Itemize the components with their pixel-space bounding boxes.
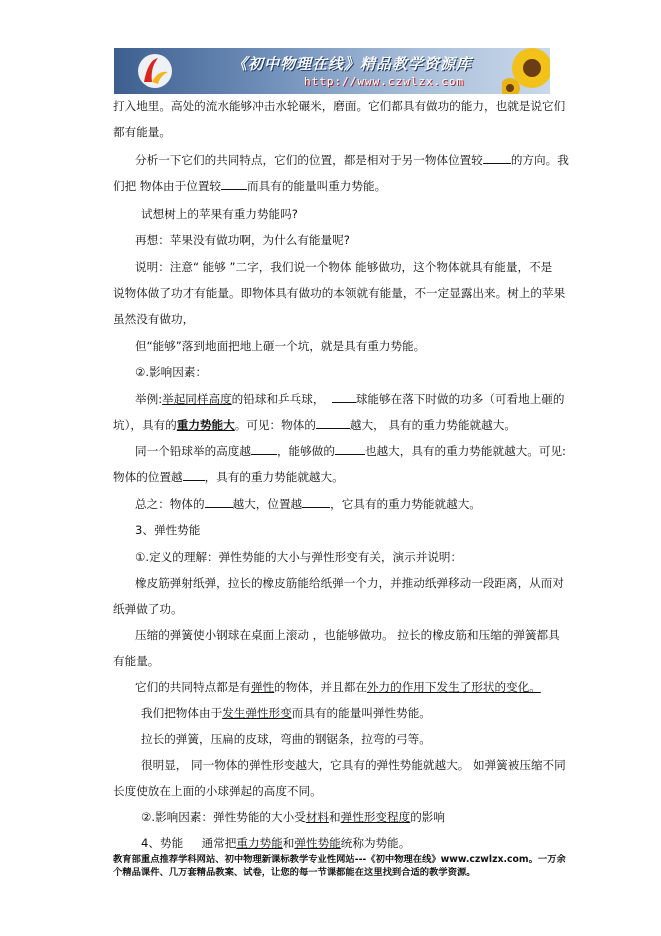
text-line: 长度使放在上面的小球弹起的高度不同。 (113, 784, 322, 798)
text-line: ②.影响因素： (135, 365, 208, 379)
text-line: 它们的共同特点都是有弹性的物体，并且都在外力的作用下发生了形状的变化。 (135, 680, 541, 694)
text-line: 分析一下它们的共同特点，它们的位置，都是相对于另一物体位置较 的方向。我 (135, 153, 569, 167)
text-line: 很明显， 同一物体的弹性形变越大，它具有的弹性势能就越大。 如弹簧被压缩不同 (141, 758, 566, 772)
text-line: 坑），具有的重力势能大。可见：物体的 越大， 具有的重力势能就越大。 (113, 418, 516, 432)
banner-url: http://www.czwlzx.com (304, 75, 465, 88)
text-line: 说物体做了功才有能量。即物体具有做功的本领就有能量，不一定显露出来。树上的苹果 (113, 286, 566, 300)
text-line: 都有能量。 (113, 125, 171, 139)
text-line: 虽然没有做功， (113, 312, 195, 326)
text-line: 打入地里。高处的流水能够冲击水轮碾米，磨面。它们都具有做功的能力，也就是说它们 (113, 99, 566, 113)
text-line: 拉长的弹簧，压扁的皮球，弯曲的钢锯条，拉弯的弓等。 (141, 732, 431, 746)
text-line: 再想：苹果没有做功啊，为什么有能量呢? (135, 233, 350, 247)
text-line: 物体的位置越 ，具有的重力势能就越大。 (113, 470, 344, 484)
text-line: 橡皮筋弹射纸弹，拉长的橡皮筋能给纸弹一个力，并推动纸弹移动一段距离，从而对 (135, 576, 564, 590)
text-line: 但“能够”落到地面把地上砸一个坑，就是具有重力势能。 (135, 339, 426, 353)
page-footer (113, 853, 573, 879)
footer-line: 个精品课件、几万套精品教案、试卷，让您的每一节课都能在这里找到合适的教学资源。 (113, 867, 476, 878)
sunflower-icon (502, 48, 550, 94)
text-line: ①.定义的理解：弹性势能的大小与弹性形变有关，演示并说明： (135, 550, 463, 564)
banner-title: 《初中物理在线》精品教学资源库 (232, 55, 473, 73)
text-line: 们把 物体由于位置较 而具有的能量叫重力势能。 (113, 179, 387, 193)
text-line: 有能量。 (113, 654, 160, 668)
text-line: 压缩的弹簧使小钢球在桌面上滚动 ，也能够做功。 拉长的橡皮筋和压缩的弹簧都具 (135, 628, 560, 642)
text-line: ②.影响因素：弹性势能的大小受材料和弹性形变程度的影响 (141, 810, 445, 824)
text-line: 总之：物体的 越大，位置越 ，它具有的重力势能就越大。 (135, 497, 481, 511)
text-line: 我们把物体由于发生弹性形变而具有的能量叫弹性势能。 (141, 706, 431, 720)
header-banner (114, 48, 550, 94)
text-line: 说明：注意“ 能够 ”二字，我们说一个物体 能够做功，这个物体就具有能量，不是 (135, 260, 553, 274)
footer-line: 教育部重点推荐学科网站、初中物理新课标教学专业性网站---《初中物理在线》www.czwlzx.com。一万余 (113, 854, 566, 865)
text-line: 4、势能 通常把重力势能和弹性势能统称为势能。 (141, 836, 411, 850)
text-line: 试想树上的苹果有重力势能吗? (141, 207, 298, 221)
text-line: 举例:举起同样高度的铅球和乒乓球， 球能够在落下时做的功多（可看地上砸的 (135, 392, 565, 406)
section-heading: 3、弹性势能 (135, 523, 201, 537)
text-line: 同一个铅球举的高度越 ，能够做的 也越大，具有的重力势能就越大。可见: (135, 444, 566, 458)
logo-icon (136, 52, 174, 90)
text-line: 纸弹做了功。 (113, 602, 183, 616)
